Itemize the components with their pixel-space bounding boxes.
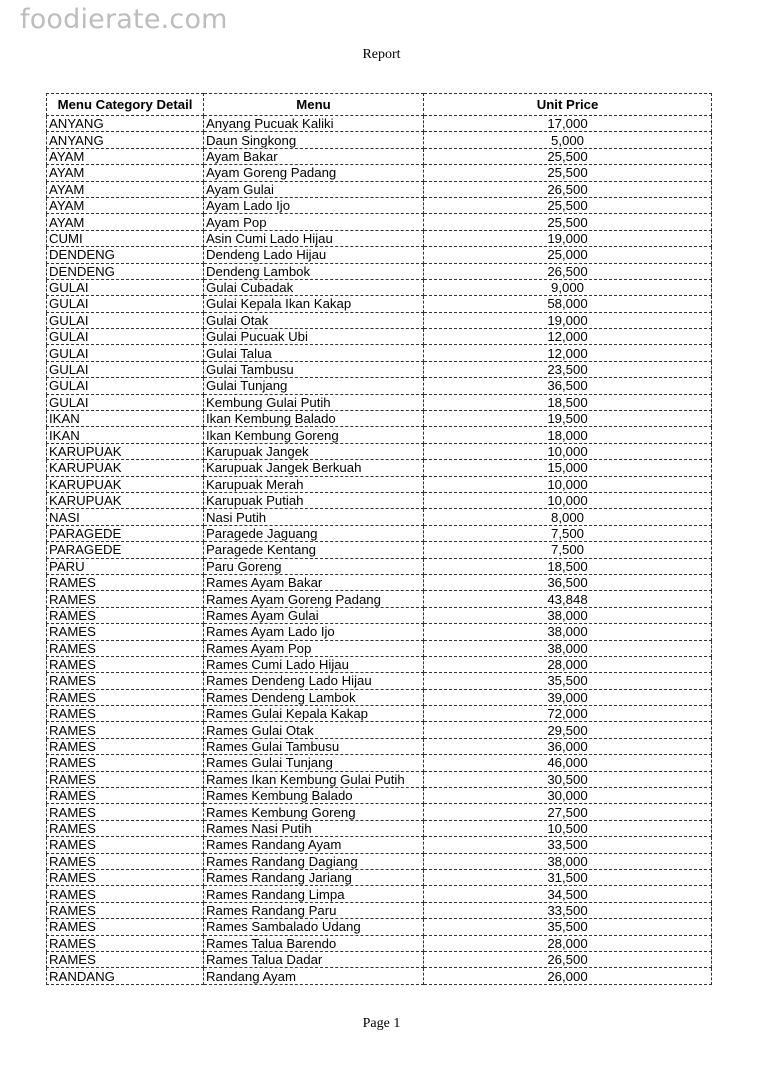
table-row	[47, 361, 712, 377]
table-row	[47, 771, 712, 787]
table-row	[47, 116, 712, 132]
price-cell: 36,000	[424, 738, 712, 754]
category-cell: AYAM	[47, 197, 204, 213]
menu-cell: Karupuak Jangek Berkuah	[204, 460, 424, 476]
menu-cell: Rames Sambalado Udang	[204, 919, 424, 935]
menu-cell: Daun Singkong	[204, 132, 424, 148]
table-row	[47, 673, 712, 689]
menu-cell: Ayam Bakar	[204, 148, 424, 164]
category-cell: AYAM	[47, 181, 204, 197]
price-cell: 38,000	[424, 624, 712, 640]
table-row	[47, 902, 712, 918]
price-cell: 25,500	[424, 165, 712, 181]
price-cell: 35,500	[424, 919, 712, 935]
category-cell: GULAI	[47, 312, 204, 328]
table-row	[47, 132, 712, 148]
price-cell: 8,000	[424, 509, 712, 525]
table-row	[47, 443, 712, 459]
table-row	[47, 574, 712, 590]
menu-cell: Rames Randang Paru	[204, 902, 424, 918]
category-cell: RAMES	[47, 902, 204, 918]
menu-cell: Asin Cumi Lado Hijau	[204, 230, 424, 246]
menu-cell: Ayam Gulai	[204, 181, 424, 197]
price-cell: 31,500	[424, 869, 712, 885]
category-cell: RAMES	[47, 640, 204, 656]
table-row	[47, 230, 712, 246]
menu-cell: Gulai Tunjang	[204, 378, 424, 394]
report-title: Report	[362, 47, 401, 62]
table-row	[47, 591, 712, 607]
category-cell: PARAGEDE	[47, 542, 204, 558]
header-menu-category-detail: Menu Category Detail	[47, 94, 204, 116]
watermark: foodierate.com	[20, 4, 228, 35]
price-cell: 26,500	[424, 951, 712, 967]
table-row	[47, 640, 712, 656]
category-cell: RAMES	[47, 886, 204, 902]
price-cell: 10,000	[424, 476, 712, 492]
category-cell: RAMES	[47, 673, 204, 689]
price-cell: 33,500	[424, 902, 712, 918]
category-cell: AYAM	[47, 148, 204, 164]
price-cell: 72,000	[424, 706, 712, 722]
menu-cell: Ikan Kembung Balado	[204, 411, 424, 427]
category-cell: RAMES	[47, 706, 204, 722]
table-row	[47, 804, 712, 820]
table-row	[47, 935, 712, 951]
category-cell: ANYANG	[47, 116, 204, 132]
menu-cell: Rames Ayam Bakar	[204, 574, 424, 590]
table-row	[47, 411, 712, 427]
menu-cell: Paru Goreng	[204, 558, 424, 574]
table-row	[47, 476, 712, 492]
price-cell: 39,000	[424, 689, 712, 705]
price-cell: 5,000	[424, 132, 712, 148]
table-row	[47, 869, 712, 885]
price-cell: 58,000	[424, 296, 712, 312]
menu-cell: Ikan Kembung Goreng	[204, 427, 424, 443]
price-cell: 10,000	[424, 492, 712, 508]
category-cell: PARAGEDE	[47, 525, 204, 541]
price-cell: 26,500	[424, 263, 712, 279]
category-cell: KARUPUAK	[47, 460, 204, 476]
price-cell: 12,000	[424, 345, 712, 361]
price-cell: 9,000	[424, 279, 712, 295]
category-cell: RAMES	[47, 656, 204, 672]
table-row	[47, 378, 712, 394]
category-cell: RAMES	[47, 919, 204, 935]
menu-cell: Randang Ayam	[204, 968, 424, 984]
category-cell: RAMES	[47, 935, 204, 951]
category-cell: GULAI	[47, 394, 204, 410]
table-row	[47, 788, 712, 804]
category-cell: RAMES	[47, 574, 204, 590]
table-row	[47, 607, 712, 623]
category-cell: IKAN	[47, 427, 204, 443]
menu-cell: Rames Gulai Otak	[204, 722, 424, 738]
table-row	[47, 509, 712, 525]
price-cell: 26,500	[424, 181, 712, 197]
menu-cell: Rames Nasi Putih	[204, 820, 424, 836]
price-cell: 18,500	[424, 394, 712, 410]
table-row	[47, 820, 712, 836]
category-cell: RAMES	[47, 771, 204, 787]
category-cell: AYAM	[47, 165, 204, 181]
category-cell: RAMES	[47, 607, 204, 623]
category-cell: RAMES	[47, 591, 204, 607]
menu-cell: Karupuak Putiah	[204, 492, 424, 508]
category-cell: RAMES	[47, 722, 204, 738]
table-row	[47, 542, 712, 558]
menu-cell: Nasi Putih	[204, 509, 424, 525]
table-row	[47, 558, 712, 574]
price-cell: 18,500	[424, 558, 712, 574]
price-cell: 30,000	[424, 788, 712, 804]
table-row	[47, 919, 712, 935]
table-row	[47, 247, 712, 263]
table-row	[47, 279, 712, 295]
price-cell: 19,000	[424, 230, 712, 246]
menu-cell: Rames Kembung Goreng	[204, 804, 424, 820]
menu-cell: Kembung Gulai Putih	[204, 394, 424, 410]
table-row	[47, 722, 712, 738]
menu-cell: Gulai Tambusu	[204, 361, 424, 377]
table-row	[47, 197, 712, 213]
category-cell: GULAI	[47, 296, 204, 312]
price-cell: 25,500	[424, 214, 712, 230]
page-number: Page 1	[362, 1016, 401, 1031]
category-cell: RAMES	[47, 869, 204, 885]
menu-cell: Gulai Pucuak Ubi	[204, 329, 424, 345]
price-cell: 7,500	[424, 525, 712, 541]
menu-cell: Karupuak Merah	[204, 476, 424, 492]
table-row	[47, 263, 712, 279]
table-row	[47, 706, 712, 722]
header-unit-price: Unit Price	[424, 94, 712, 116]
price-cell: 29,500	[424, 722, 712, 738]
category-cell: RAMES	[47, 820, 204, 836]
menu-cell: Rames Gulai Tunjang	[204, 755, 424, 771]
price-cell: 19,500	[424, 411, 712, 427]
menu-cell: Paragede Jaguang	[204, 525, 424, 541]
price-cell: 34,500	[424, 886, 712, 902]
table-row	[47, 853, 712, 869]
price-cell: 17,000	[424, 116, 712, 132]
category-cell: RAMES	[47, 837, 204, 853]
category-cell: DENDENG	[47, 247, 204, 263]
category-cell: RAMES	[47, 951, 204, 967]
table-row	[47, 968, 712, 984]
menu-cell: Rames Randang Ayam	[204, 837, 424, 853]
table-row	[47, 148, 712, 164]
price-cell: 43,848	[424, 591, 712, 607]
menu-cell: Rames Ayam Lado Ijo	[204, 624, 424, 640]
table-row	[47, 312, 712, 328]
table-row	[47, 837, 712, 853]
menu-cell: Ayam Lado Ijo	[204, 197, 424, 213]
menu-cell: Rames Ayam Pop	[204, 640, 424, 656]
table-row	[47, 492, 712, 508]
menu-cell: Paragede Kentang	[204, 542, 424, 558]
price-cell: 10,500	[424, 820, 712, 836]
table-row	[47, 886, 712, 902]
menu-cell: Dendeng Lado Hijau	[204, 247, 424, 263]
menu-cell: Rames Gulai Tambusu	[204, 738, 424, 754]
table-row	[47, 329, 712, 345]
price-cell: 35,500	[424, 673, 712, 689]
price-cell: 12,000	[424, 329, 712, 345]
price-cell: 36,500	[424, 574, 712, 590]
category-cell: DENDENG	[47, 263, 204, 279]
menu-cell: Rames Randang Jariang	[204, 869, 424, 885]
table-row	[47, 755, 712, 771]
menu-price-table	[46, 93, 712, 985]
menu-cell: Dendeng Lambok	[204, 263, 424, 279]
category-cell: RAMES	[47, 689, 204, 705]
table-row	[47, 689, 712, 705]
price-cell: 36,500	[424, 378, 712, 394]
price-cell: 28,000	[424, 935, 712, 951]
category-cell: RAMES	[47, 788, 204, 804]
menu-cell: Rames Randang Limpa	[204, 886, 424, 902]
table-header-row	[47, 94, 712, 116]
price-cell: 7,500	[424, 542, 712, 558]
table-row	[47, 165, 712, 181]
menu-cell: Rames Ikan Kembung Gulai Putih	[204, 771, 424, 787]
price-cell: 10,000	[424, 443, 712, 459]
category-cell: RAMES	[47, 804, 204, 820]
table-body	[47, 116, 712, 985]
table-row	[47, 345, 712, 361]
price-cell: 27,500	[424, 804, 712, 820]
menu-cell: Ayam Goreng Padang	[204, 165, 424, 181]
menu-cell: Anyang Pucuak Kaliki	[204, 116, 424, 132]
table-row	[47, 296, 712, 312]
category-cell: ANYANG	[47, 132, 204, 148]
price-cell: 38,000	[424, 640, 712, 656]
price-cell: 25,500	[424, 148, 712, 164]
category-cell: KARUPUAK	[47, 492, 204, 508]
table-row	[47, 394, 712, 410]
price-cell: 46,000	[424, 755, 712, 771]
category-cell: GULAI	[47, 361, 204, 377]
table-row	[47, 656, 712, 672]
category-cell: KARUPUAK	[47, 476, 204, 492]
category-cell: KARUPUAK	[47, 443, 204, 459]
category-cell: RAMES	[47, 738, 204, 754]
price-cell: 38,000	[424, 853, 712, 869]
table-row	[47, 460, 712, 476]
category-cell: RAMES	[47, 853, 204, 869]
menu-cell: Ayam Pop	[204, 214, 424, 230]
menu-cell: Gulai Talua	[204, 345, 424, 361]
category-cell: RAMES	[47, 755, 204, 771]
price-cell: 23,500	[424, 361, 712, 377]
menu-cell: Rames Randang Dagiang	[204, 853, 424, 869]
price-cell: 38,000	[424, 607, 712, 623]
category-cell: AYAM	[47, 214, 204, 230]
category-cell: GULAI	[47, 345, 204, 361]
table-row	[47, 738, 712, 754]
table-row	[47, 525, 712, 541]
menu-cell: Rames Dendeng Lado Hijau	[204, 673, 424, 689]
menu-cell: Rames Ayam Gulai	[204, 607, 424, 623]
category-cell: RAMES	[47, 624, 204, 640]
menu-cell: Rames Gulai Kepala Kakap	[204, 706, 424, 722]
price-cell: 25,000	[424, 247, 712, 263]
table-row	[47, 624, 712, 640]
menu-cell: Gulai Otak	[204, 312, 424, 328]
table-row	[47, 181, 712, 197]
menu-cell: Rames Talua Barendo	[204, 935, 424, 951]
menu-cell: Gulai Cubadak	[204, 279, 424, 295]
price-cell: 28,000	[424, 656, 712, 672]
menu-cell: Gulai Kepala Ikan Kakap	[204, 296, 424, 312]
table-row	[47, 427, 712, 443]
price-cell: 15,000	[424, 460, 712, 476]
table-row	[47, 951, 712, 967]
menu-cell: Rames Talua Dadar	[204, 951, 424, 967]
category-cell: NASI	[47, 509, 204, 525]
price-cell: 25,500	[424, 197, 712, 213]
header-menu: Menu	[204, 94, 424, 116]
category-cell: GULAI	[47, 378, 204, 394]
menu-cell: Rames Ayam Goreng Padang	[204, 591, 424, 607]
category-cell: CUMI	[47, 230, 204, 246]
price-cell: 30,500	[424, 771, 712, 787]
price-cell: 33,500	[424, 837, 712, 853]
price-cell: 19,000	[424, 312, 712, 328]
table-row	[47, 214, 712, 230]
price-cell: 26,000	[424, 968, 712, 984]
category-cell: GULAI	[47, 279, 204, 295]
menu-cell: Rames Kembung Balado	[204, 788, 424, 804]
category-cell: RANDANG	[47, 968, 204, 984]
category-cell: GULAI	[47, 329, 204, 345]
price-cell: 18,000	[424, 427, 712, 443]
menu-cell: Rames Cumi Lado Hijau	[204, 656, 424, 672]
menu-cell: Rames Dendeng Lambok	[204, 689, 424, 705]
category-cell: IKAN	[47, 411, 204, 427]
category-cell: PARU	[47, 558, 204, 574]
menu-cell: Karupuak Jangek	[204, 443, 424, 459]
